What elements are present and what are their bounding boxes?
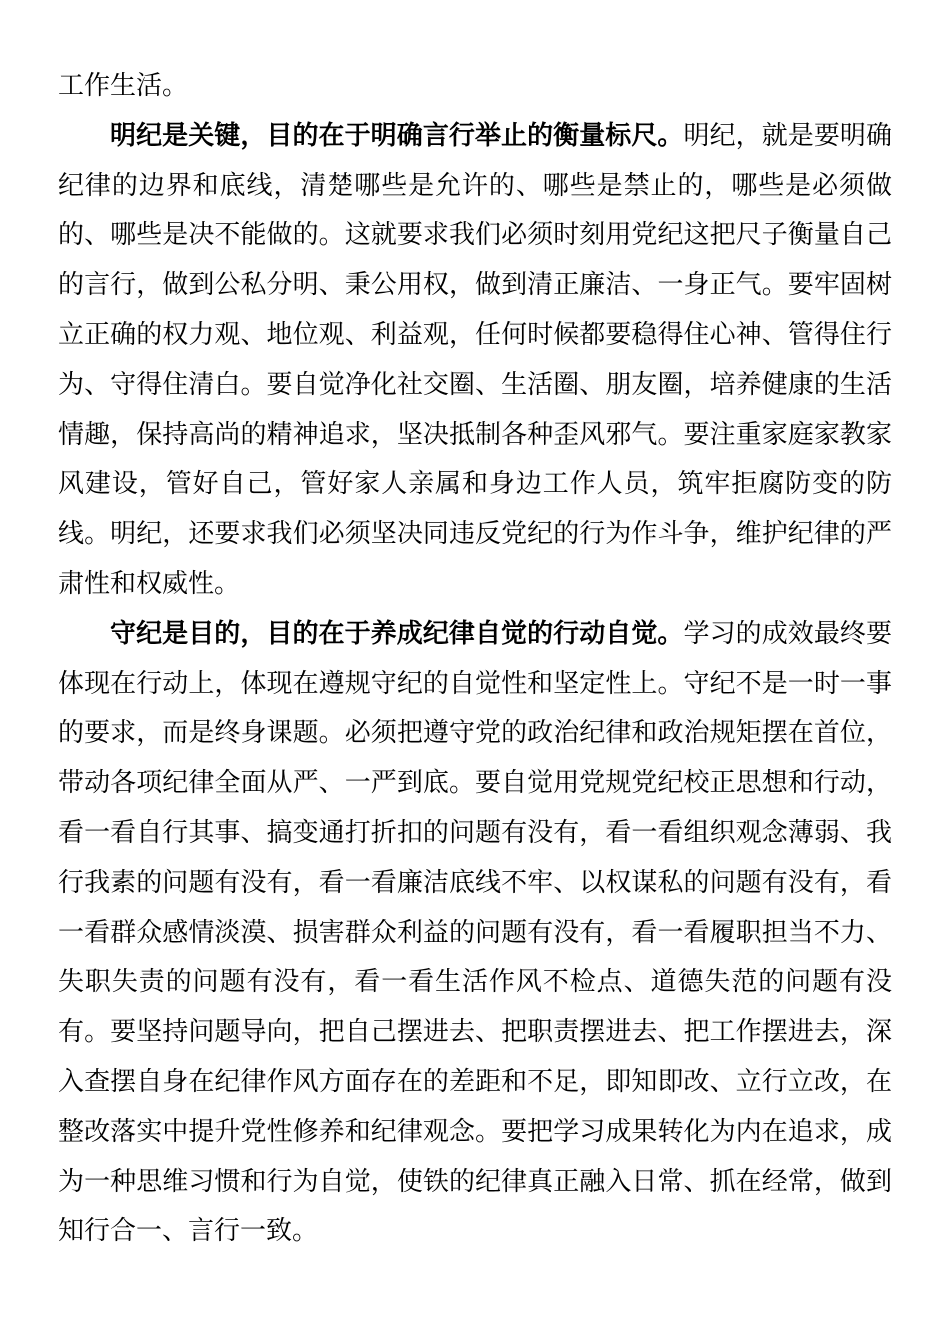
- paragraph-mingji-body: 明纪，就是要明确纪律的边界和底线，清楚哪些是允许的、哪些是禁止的，哪些是必须做的、哪些是决不能做的。这就要求我们必须时刻用党纪这把尺子衡量自己的言行，做到公私分明、秉公用权，做到清正廉洁、一身正气。要牢固树立正确的权力观、地位观、利益观，任何时候都要稳得住心神、管得住行为、守得住清白。要自觉净化社交圈、生活圈、朋友圈，培养健康的生活情趣，保持高尚的精神追求，坚决抵制各种歪风邪气。要注重家庭家教家风建设，管好自己，管好家人亲属和身边工作人员，筑牢拒腐防变的防线。明纪，还要求我们必须坚决同违反党纪的行为作斗争，维护纪律的严肃性和权威性。: [58, 120, 892, 599]
- paragraph-shouji: [58, 610, 892, 1257]
- paragraph-shouji-heading: 守纪是目的，目的在于养成纪律自觉的行动自觉。: [110, 618, 684, 649]
- paragraph-mingji-heading: 明纪是关键，目的在于明确言行举止的衡量标尺。: [110, 120, 684, 151]
- paragraph-continuation-text: 工作生活。: [58, 71, 189, 101]
- paragraph-shouji-body: 学习的成效最终要体现在行动上，体现在遵规守纪的自觉性和坚定性上。守纪不是一时一事的要求，而是终身课题。必须把遵守党的政治纪律和政治规矩摆在首位，带动各项纪律全面从严、一严到底。要自觉用党规党纪校正思想和行动，看一看自行其事、搞变通打折扣的问题有没有，看一看组织观念薄弱、我行我素的问题有没有，看一看廉洁底线不牢、以权谋私的问题有没有，看一看群众感情淡漠、损害群众利益的问题有没有，看一看履职担当不力、失职失责的问题有没有，看一看生活作风不检点、道德失范的问题有没有。要坚持问题导向，把自己摆进去、把职责摆进去、把工作摆进去，深入查摆自身在纪律作风方面存在的差距和不足，即知即改、立行立改，在整改落实中提升党性修养和纪律观念。要把学习成果转化为内在追求，成为一种思维习惯和行为自觉，使铁的纪律真正融入日常、抓在经常，做到知行合一、言行一致。: [58, 618, 892, 1247]
- paragraph-continuation: [58, 62, 892, 112]
- document-page: [58, 62, 892, 1257]
- paragraph-mingji: [58, 112, 892, 610]
